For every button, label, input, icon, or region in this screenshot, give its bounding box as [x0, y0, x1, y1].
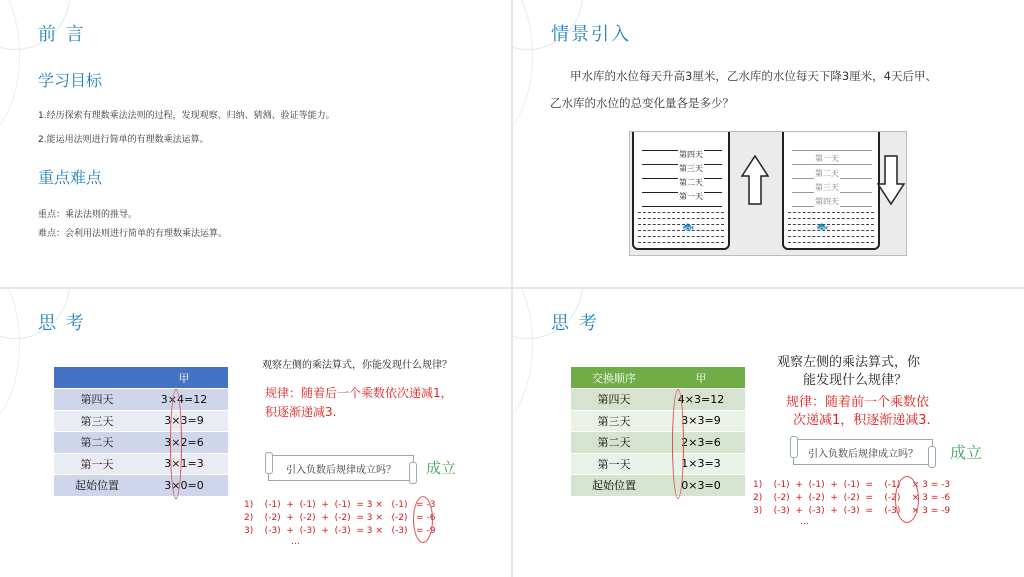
- table-header: [54, 367, 140, 389]
- question-scroll: 引入负数后规律成立吗？: [268, 455, 414, 481]
- table-cell: 2×3=6: [657, 432, 745, 454]
- goal-1: 1.经历探索有理数乘法法则的过程，发现观察、归纳、猜测、验证等能力。: [38, 111, 335, 121]
- slide-preface[interactable]: [0, 0, 511, 287]
- slide-think-1[interactable]: [0, 289, 511, 577]
- table-row: [571, 475, 745, 497]
- table-cell: 起始位置: [54, 475, 140, 497]
- table-row: [571, 389, 745, 411]
- table-cell: 3×3=9: [140, 410, 228, 432]
- slide-title: 思 考: [38, 313, 86, 334]
- slide-title: 情景引入: [551, 24, 631, 45]
- equation-1: 1) (-1) + (-1) + (-1) = 3 × (-1) = -3: [244, 500, 436, 510]
- table-cell: 第一天: [571, 453, 657, 475]
- table-header: 甲: [657, 367, 745, 389]
- fish-icon: 🐟: [682, 222, 695, 233]
- equation-1: 1) (-1) + (-1) + (-1) = (-1) × 3 = -3: [753, 480, 951, 490]
- rule-line-1: 规律：随着后一个乘数依次递减1，: [265, 386, 453, 400]
- observe-question-line-2: 能发现什么规律？: [803, 373, 908, 388]
- slide-scenario[interactable]: [513, 0, 1024, 287]
- answer-holds: 成立: [426, 459, 457, 477]
- key-point: 重点：乘法法则的推导。: [38, 210, 138, 220]
- tank-label: 第一天: [815, 154, 839, 163]
- fish-icon: 🐟: [816, 222, 829, 233]
- table-row: [571, 453, 745, 475]
- table-cell: 第四天: [571, 389, 657, 411]
- tank-label: 第二天: [815, 169, 839, 178]
- key-heading: 重点难点: [38, 168, 103, 187]
- tank-label: 第三天: [815, 183, 839, 192]
- table-row: [54, 432, 228, 454]
- question-scroll: 引入负数后规律成立吗？: [793, 439, 933, 465]
- slide-title: 思 考: [551, 313, 599, 334]
- tank-label: 第三天: [679, 164, 703, 173]
- slide-title: 前 言: [38, 24, 86, 45]
- table-header: 甲: [140, 367, 228, 389]
- table-cell: 4×3=12: [657, 389, 745, 411]
- table-cell: 3×1=3: [140, 453, 228, 475]
- highlight-oval: [895, 476, 919, 523]
- tank-label: 第四天: [679, 150, 703, 159]
- equation-3: 3) (-3) + (-3) + (-3) = 3 × (-3) = -9: [244, 526, 436, 536]
- tank-label: 第二天: [679, 178, 703, 187]
- ellipsis: …: [800, 517, 809, 527]
- table-cell: 3×3=9: [657, 410, 745, 432]
- difficulty-point: 难点：会利用法则进行简单的有理数乘法运算。: [38, 229, 228, 239]
- answer-holds: 成立: [950, 443, 983, 462]
- table-cell: 第二天: [571, 432, 657, 454]
- equation-2: 2) (-2) + (-2) + (-2) = 3 × (-2) = -6: [244, 513, 436, 523]
- observe-question-line-1: 观察左侧的乘法算式，你: [777, 355, 921, 370]
- highlight-oval: [413, 496, 433, 543]
- table-row: [54, 389, 228, 411]
- table-row: [54, 453, 228, 475]
- table-cell: 3×4=12: [140, 389, 228, 411]
- tank-yi: [782, 132, 880, 250]
- slide-think-2[interactable]: [513, 289, 1024, 577]
- highlight-oval: [170, 389, 182, 499]
- table-cell: 第三天: [571, 410, 657, 432]
- rule-line-1: 规律：随着前一个乘数依: [786, 395, 930, 410]
- swapped-table: [571, 367, 745, 497]
- up-arrow-icon: [740, 154, 770, 206]
- observe-question: 观察左侧的乘法算式，你能发现什么规律？: [262, 360, 452, 371]
- table-row: [571, 410, 745, 432]
- table-row: [571, 432, 745, 454]
- ellipsis: …: [291, 537, 300, 547]
- goal-2: 2.能运用法则进行简单的有理数乘法运算。: [38, 135, 209, 145]
- down-arrow-icon: [876, 154, 906, 206]
- table-cell: 第一天: [54, 453, 140, 475]
- table-cell: 起始位置: [571, 475, 657, 497]
- table-cell: 第三天: [54, 410, 140, 432]
- tank-jia: [632, 132, 730, 250]
- rule-line-2: 积逐渐递减3.: [265, 405, 337, 419]
- question-line-1: 甲水库的水位每天升高3厘米，乙水库的水位每天下降3厘米，4天后甲、: [570, 69, 937, 83]
- table-cell: 第四天: [54, 389, 140, 411]
- table-cell: 3×2=6: [140, 432, 228, 454]
- table-row: [54, 410, 228, 432]
- equation-3: 3) (-3) + (-3) + (-3) = (-3) × 3 = -9: [753, 506, 951, 516]
- tank-label: 第四天: [815, 197, 839, 206]
- table-header: 交换顺序: [571, 367, 657, 389]
- reservoir-figure: [629, 131, 907, 256]
- table-cell: 1×3=3: [657, 453, 745, 475]
- table-cell: 0×3=0: [657, 475, 745, 497]
- tank-label: 第一天: [679, 192, 703, 201]
- multiplication-table: [54, 367, 228, 497]
- table-cell: 3×0=0: [140, 475, 228, 497]
- equation-2: 2) (-2) + (-2) + (-2) = (-2) × 3 = -6: [753, 493, 951, 503]
- table-row: [54, 475, 228, 497]
- rule-line-2: 次递减1，积逐渐递减3.: [793, 413, 931, 428]
- question-line-2: 乙水库的水位的总变化量各是多少？: [550, 96, 734, 110]
- highlight-oval: [672, 389, 684, 499]
- goals-heading: 学习目标: [38, 71, 103, 90]
- table-cell: 第二天: [54, 432, 140, 454]
